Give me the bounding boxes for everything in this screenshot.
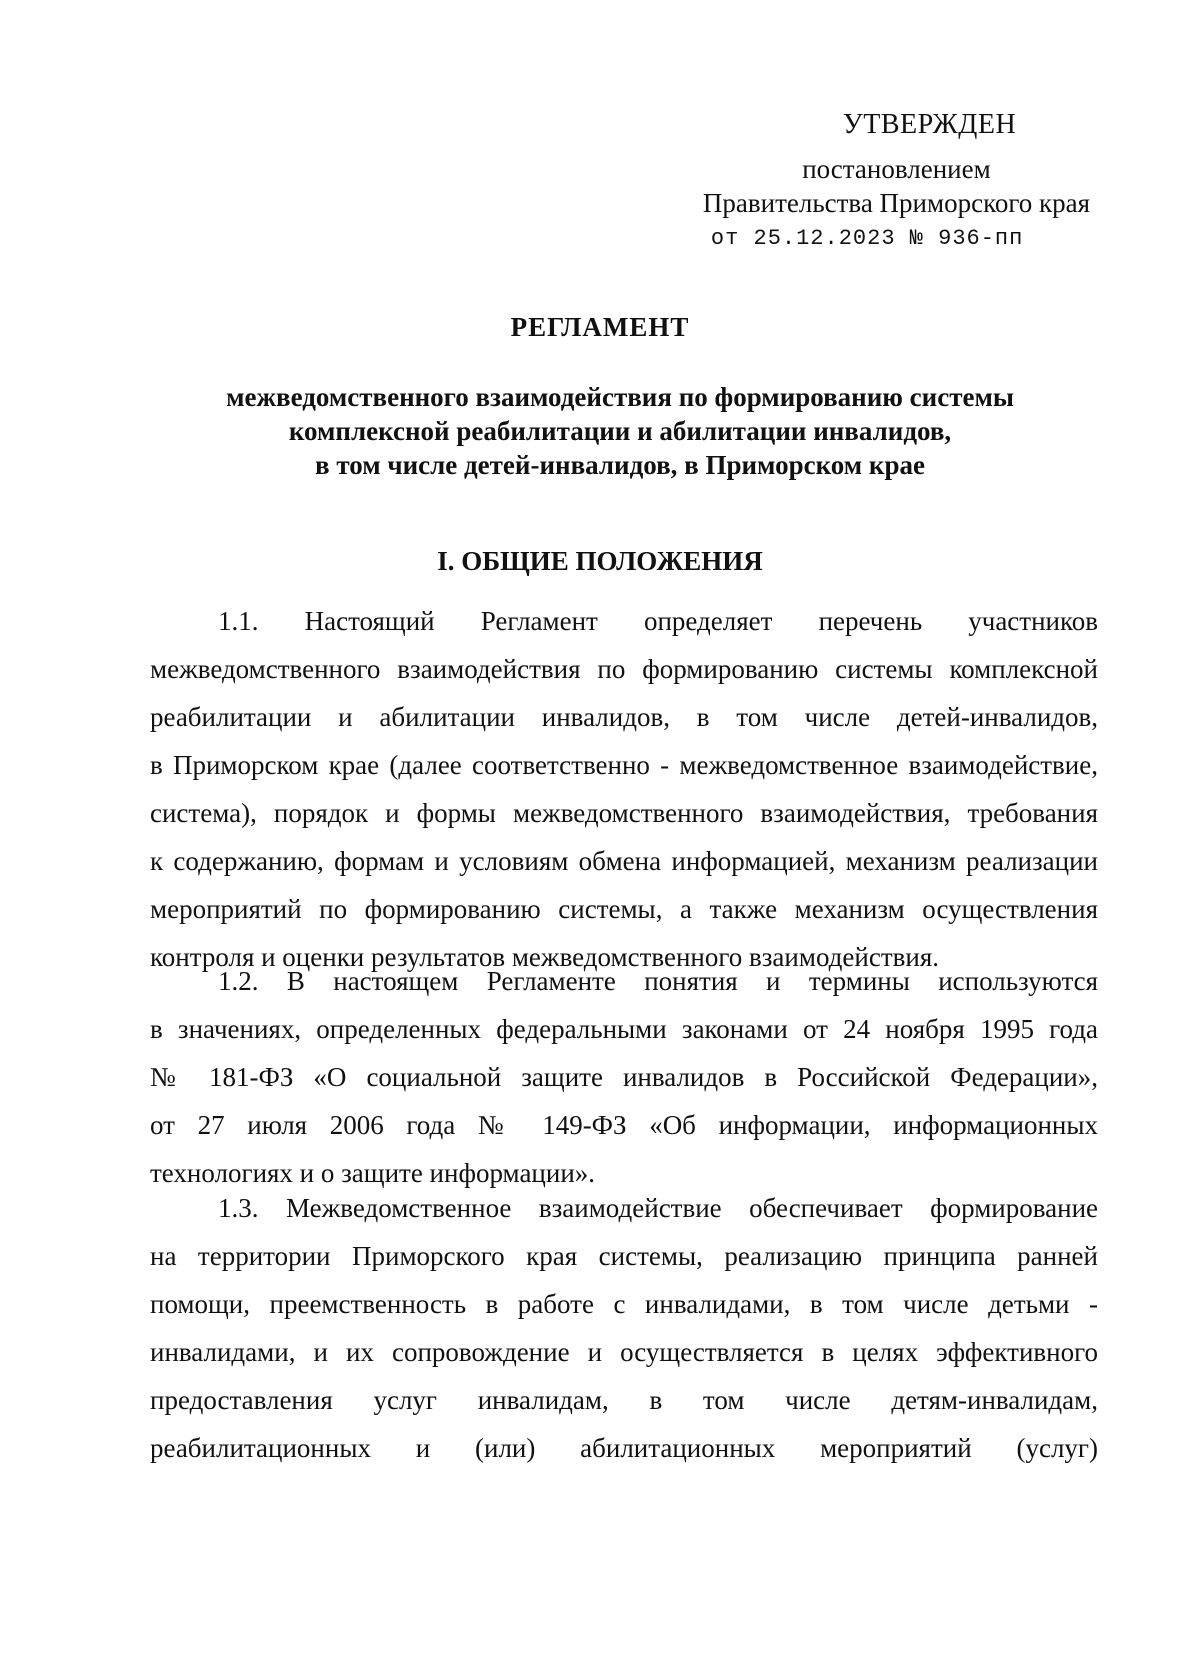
approval-stamp (703, 108, 1090, 256)
text-line: реабилитации и абилитации инвалидов, в том числе детей-инвалидов, (150, 702, 1098, 732)
text-line: на территории Приморского края системы, реализацию принципа ранней (150, 1241, 1098, 1271)
text-line: от 27 июля 2006 года № 149-ФЗ «Об информации, информационных (150, 1110, 1098, 1140)
paragraph-1-2 (150, 957, 1098, 1197)
text-line: помощи, преемственность в работе с инвалидами, в том числе детьми - (150, 1289, 1098, 1319)
text-line: мероприятий по формированию системы, а также механизм осуществления (150, 894, 1098, 924)
approved-label: УТВЕРЖДЕН (842, 109, 1017, 140)
text-line: 1.2. В настоящем Регламенте понятия и термины используются (218, 966, 1098, 996)
text-line: № 181-ФЗ «О социальной защите инвалидов в Российской Федерации», (150, 1062, 1098, 1092)
text-line: предоставления услуг инвалидам, в том числе детям-инвалидам, (150, 1385, 1098, 1415)
subtitle-line: в том числе детей-инвалидов, в Приморском крае (315, 450, 925, 480)
paragraph-1-1 (150, 597, 1098, 981)
paragraph-1-3 (150, 1184, 1098, 1472)
text-line: в значениях, определенных федеральными законами от 24 ноября 1995 года (150, 1014, 1098, 1044)
approved-by-line: постановлением (802, 154, 991, 184)
document-subtitle (200, 380, 1040, 482)
text-line: межведомственного взаимодействия по формированию системы комплексной (150, 654, 1098, 684)
decree-number: от 25.12.2023 № 936-пп (710, 226, 1024, 251)
text-line: 1.1. Настоящий Регламент определяет перечень участников (218, 606, 1098, 636)
text-line: 1.3. Межведомственное взаимодействие обеспечивает формирование (218, 1193, 1098, 1223)
text-line: к содержанию, формам и условиям обмена информацией, механизм реализации (150, 846, 1098, 876)
subtitle-line: комплексной реабилитации и абилитации инвалидов, (288, 416, 952, 446)
text-line: в Приморском крае (далее соответственно - межведомственное взаимодействие, (150, 750, 1098, 780)
subtitle-line: межведомственного взаимодействия по формированию системы (226, 382, 1014, 412)
text-line: инвалидами, и их сопровождение и осуществляется в целях эффективного (150, 1337, 1098, 1367)
text-line: технологиях и о защите информации». (150, 1158, 596, 1188)
document-title: РЕГЛАМЕНТ (510, 312, 690, 342)
text-line: контроля и оценки результатов межведомственного взаимодействия. (150, 942, 939, 972)
section-heading: I. ОБЩИЕ ПОЛОЖЕНИЯ (437, 546, 763, 576)
text-line: система), порядок и формы межведомственного взаимодействия, требования (150, 798, 1098, 828)
text-line: реабилитационных и (или) абилитационных мероприятий (услуг) (150, 1433, 1098, 1463)
approved-by-authority: Правительства Приморского края (702, 188, 1090, 218)
